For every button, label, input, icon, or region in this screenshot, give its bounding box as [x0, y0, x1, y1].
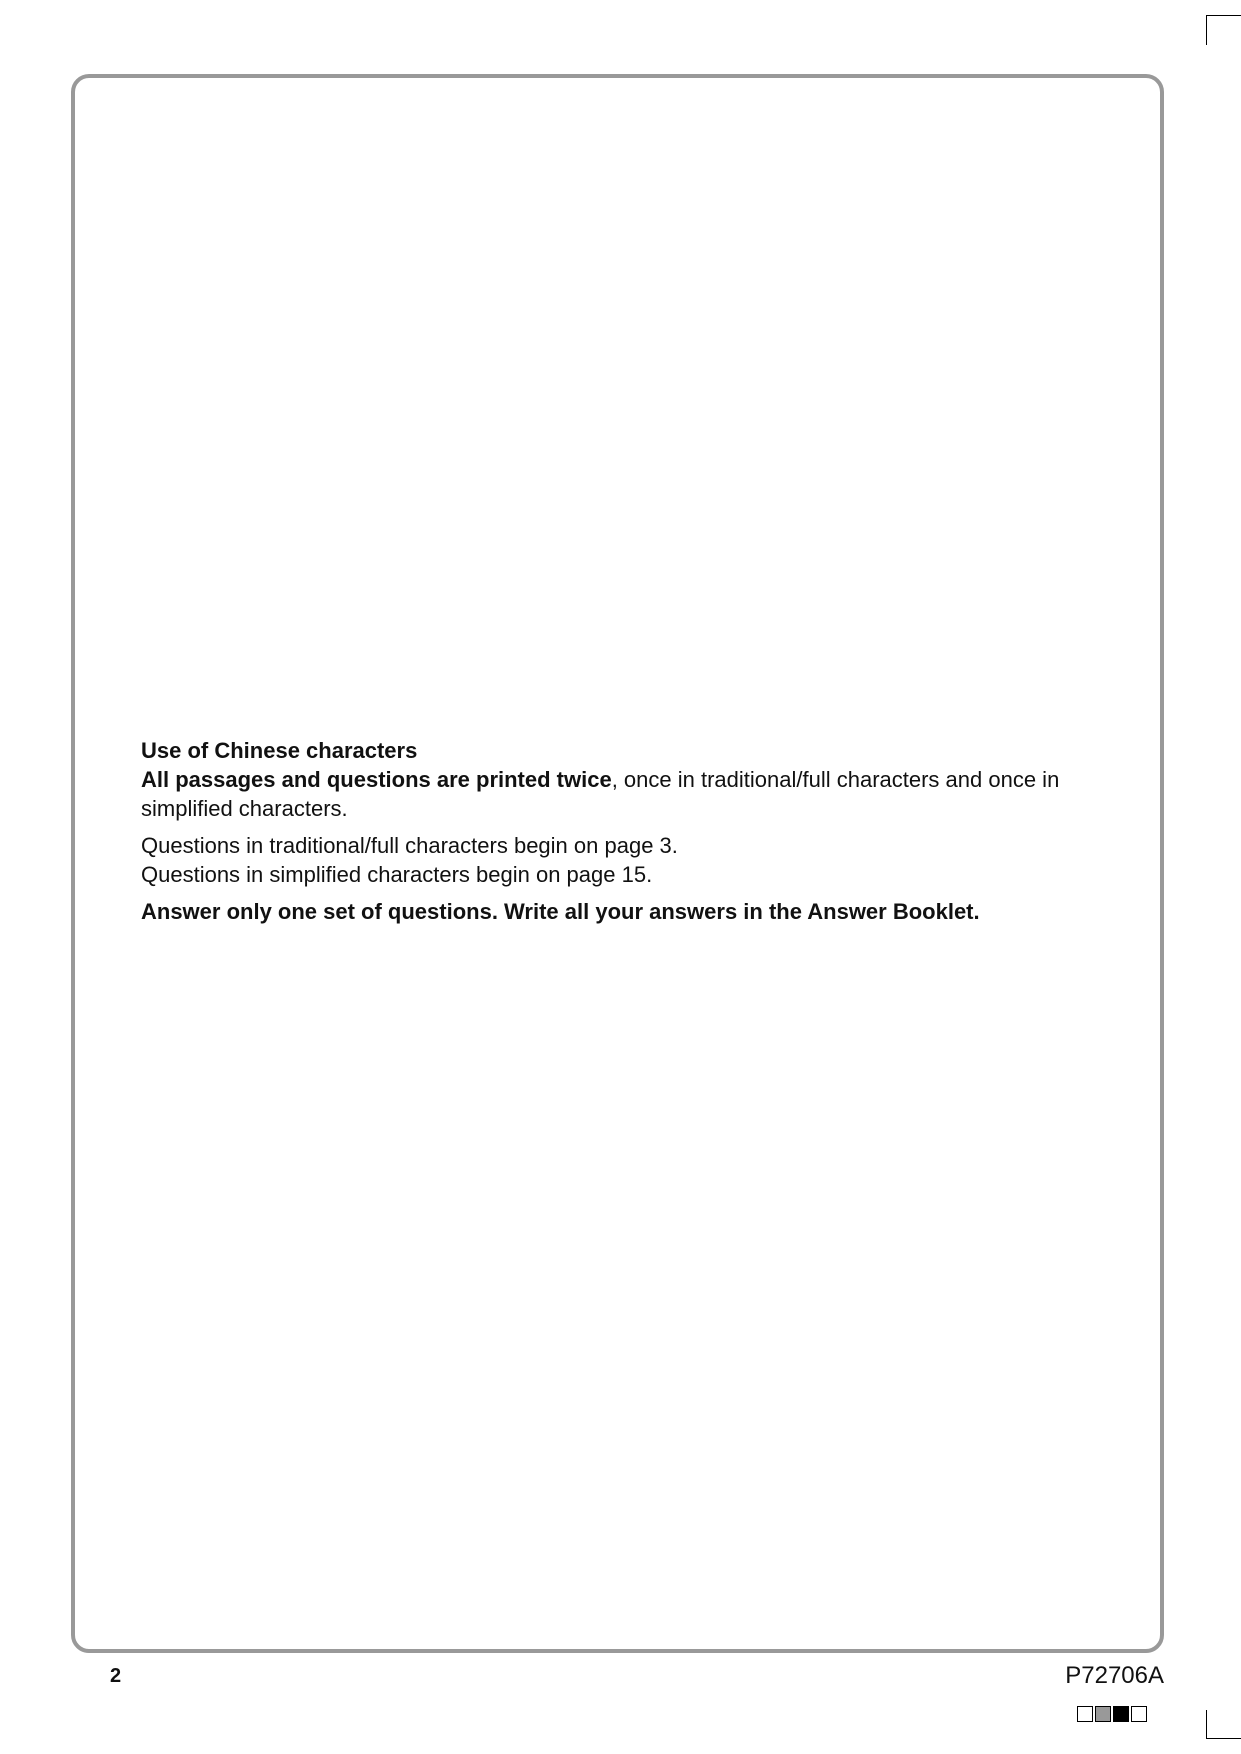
crop-mark-top-v [1206, 15, 1207, 45]
colour-box-grey [1095, 1706, 1111, 1722]
colour-box-white-1 [1077, 1706, 1093, 1722]
colour-registration-boxes [1077, 1706, 1149, 1722]
paper-reference: P72706A [1065, 1662, 1164, 1689]
answer-instruction: Answer only one set of questions. Write all your answers in the Answer Booklet. [141, 899, 980, 924]
printed-twice-bold-text: All passages and questions are printed twice [141, 767, 612, 792]
printed-twice-rest-text: , once in traditional/full characters and once in simplified characters. [141, 767, 1060, 821]
page-number: 2 [110, 1665, 122, 1687]
crop-mark-top-h [1207, 15, 1241, 16]
instructions-paragraph-printed-twice [141, 765, 1101, 823]
instructions-heading: Use of Chinese characters [141, 738, 418, 763]
crop-mark-bottom-h [1207, 1738, 1241, 1739]
colour-box-white-2 [1131, 1706, 1147, 1722]
instructions-block [141, 736, 1101, 926]
crop-mark-bottom-v [1206, 1710, 1207, 1739]
colour-box-black [1113, 1706, 1129, 1722]
traditional-questions-page: Questions in traditional/full characters begin on page 3. [141, 833, 678, 858]
simplified-questions-page: Questions in simplified characters begin on page 15. [141, 862, 653, 887]
